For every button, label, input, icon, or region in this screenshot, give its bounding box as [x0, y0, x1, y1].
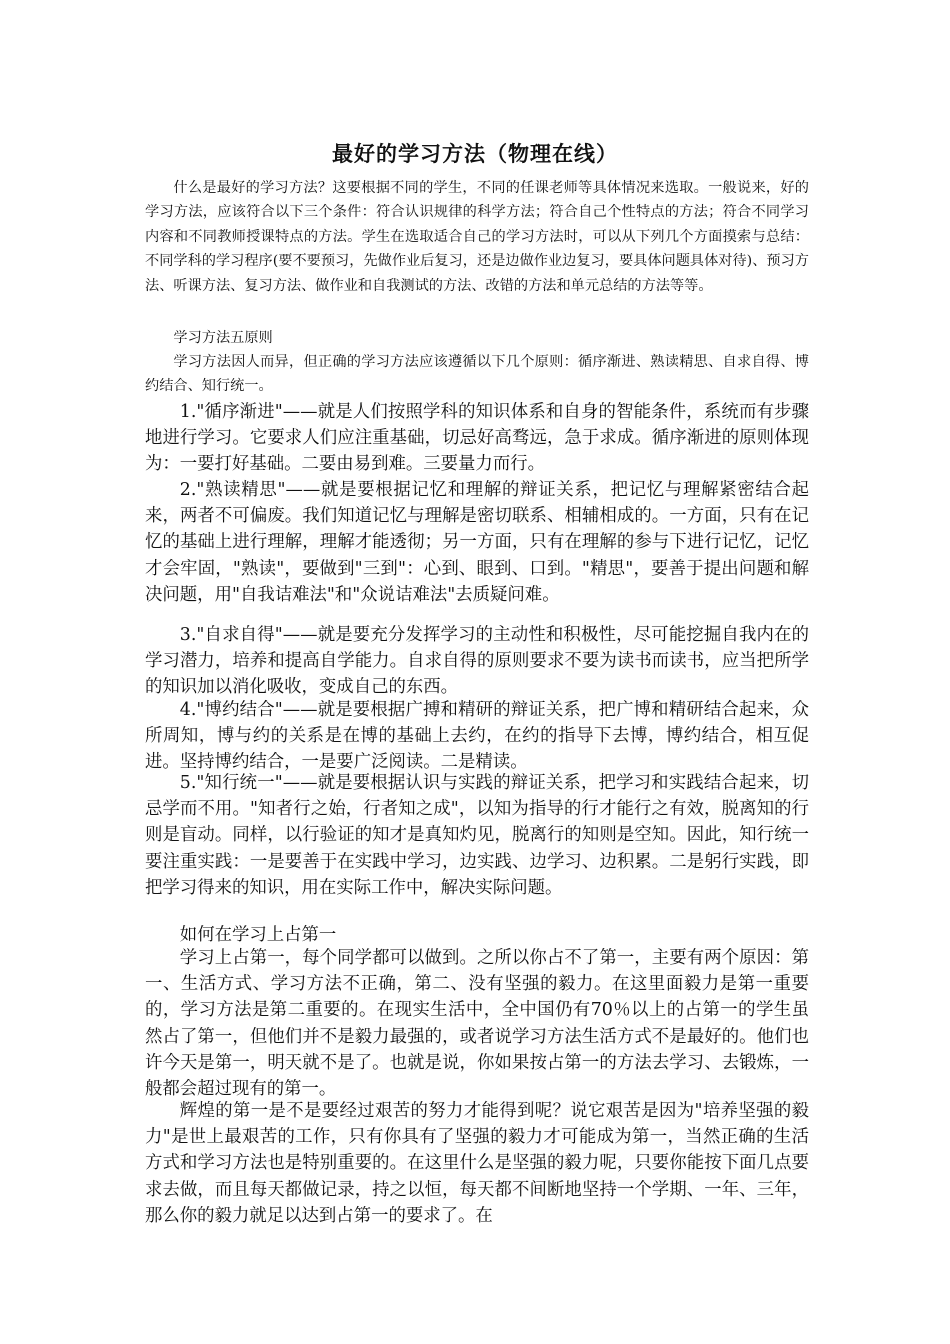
five-principles-intro: 学习方法因人而异，但正确的学习方法应该遵循以下几个原则：循序渐进、熟读精思、自求自得、博约结合、知行统一。 [145, 354, 809, 395]
principle-5: 5."知行统一"——就是要根据认识与实践的辩证关系，把学习和实践结合起来，切忌学而不用。"知者行之始，行者知之成"，以知为指导的行才能行之有效，脱离知的行则是盲动。同样，以行验证的知才是真知灼见，脱离行的知则是空知。因此，知行统一要注重实践：一是要善于在实践中学习，边实践、边学习、边积累。二是躬行实践，即把学习得来的知识，用在实际工作中，解决实际问题。 [145, 773, 809, 898]
document-title: 最好的学习方法（物理在线） [332, 142, 618, 166]
principle-3: 3."自求自得"——就是要充分发挥学习的主动性和积极性，尽可能挖掘自我内在的学习潜力，培养和提高自学能力。自求自得的原则要求不要为读书而读书，应当把所学的知识加以消化吸收，变成自己的东西。 [145, 625, 809, 698]
section-heading-five-principles: 学习方法五原则 [173, 330, 273, 346]
intro-paragraph: 什么是最好的学习方法？这要根据不同的学生，不同的任课老师等具体情况来选取。一般说来，好的学习方法，应该符合以下三个条件：符合认识规律的科学方法；符合自己个性特点的方法；符合不同学习内容和不同教师授课特点的方法。学生在选取适合自己的学习方法时，可以从下列几个方面摸索与总结：不同学科的学习程序(要不要预习，先做作业后复习，还是边做作业边复习，要具体问题具体对待)、预习方法、听课方法、复习方法、做作业和自我测试的方法、改错的方法和单元总结的方法等等。 [145, 180, 809, 294]
principle-2: 2."熟读精思"——就是要根据记忆和理解的辩证关系，把记忆与理解紧密结合起来，两者不可偏废。我们知道记忆与理解是密切联系、相辅相成的。一方面，只有在记忆的基础上进行理解，理解才能透彻；另一方面，只有在理解的参与下进行记忆，记忆才会牢固，"熟读"，要做到"三到"：心到、眼到、口到。"精思"，要善于提出问题和解决问题，用"自我诘难法"和"众说诘难法"去质疑问难。 [145, 480, 809, 605]
principle-4: 4."博约结合"——就是要根据广搏和精研的辩证关系，把广博和精研结合起来，众所周知，博与约的关系是在博的基础上去约，在约的指导下去博，博约结合，相互促进。坚持博约结合，一是要广泛阅读。二是精读。 [145, 700, 809, 773]
section-heading-first-place: 如何在学习上占第一 [179, 925, 337, 945]
principle-1: 1."循序渐进"——就是人们按照学科的知识体系和自身的智能条件，系统而有步骤地进行学习。它要求人们应注重基础，切忌好高骛远，急于求成。循序渐进的原则体现为：一要打好基础。二要由易到难。三要量力而行。 [145, 402, 809, 475]
first-place-paragraph-1: 学习上占第一，每个同学都可以做到。之所以你占不了第一，主要有两个原因：第一、生活方式、学习方法不正确，第二、没有坚强的毅力。在这里面毅力是第一重要的，学习方法是第二重要的。在现实生活中，全中国仍有70％以上的占第一的学生虽然占了第一，但他们并不是毅力最强的，或者说学习方法生活方式不是最好的。他们也许今天是第一，明天就不是了。也就是说，你如果按占第一的方法去学习、去锻炼，一般都会超过现有的第一。 [145, 948, 809, 1100]
first-place-paragraph-2: 辉煌的第一是不是要经过艰苦的努力才能得到呢？说它艰苦是因为"培养坚强的毅力"是世上最艰苦的工作，只有你具有了坚强的毅力才可能成为第一，当然正确的生活方式和学习方法也是特别重要的。在这里什么是坚强的毅力呢，只要你能按下面几点要求去做，而且每天都做记录，持之以恒，每天都不间断地坚持一个学期、一年、三年，那么你的毅力就足以达到占第一的要求了。在 [145, 1101, 809, 1226]
